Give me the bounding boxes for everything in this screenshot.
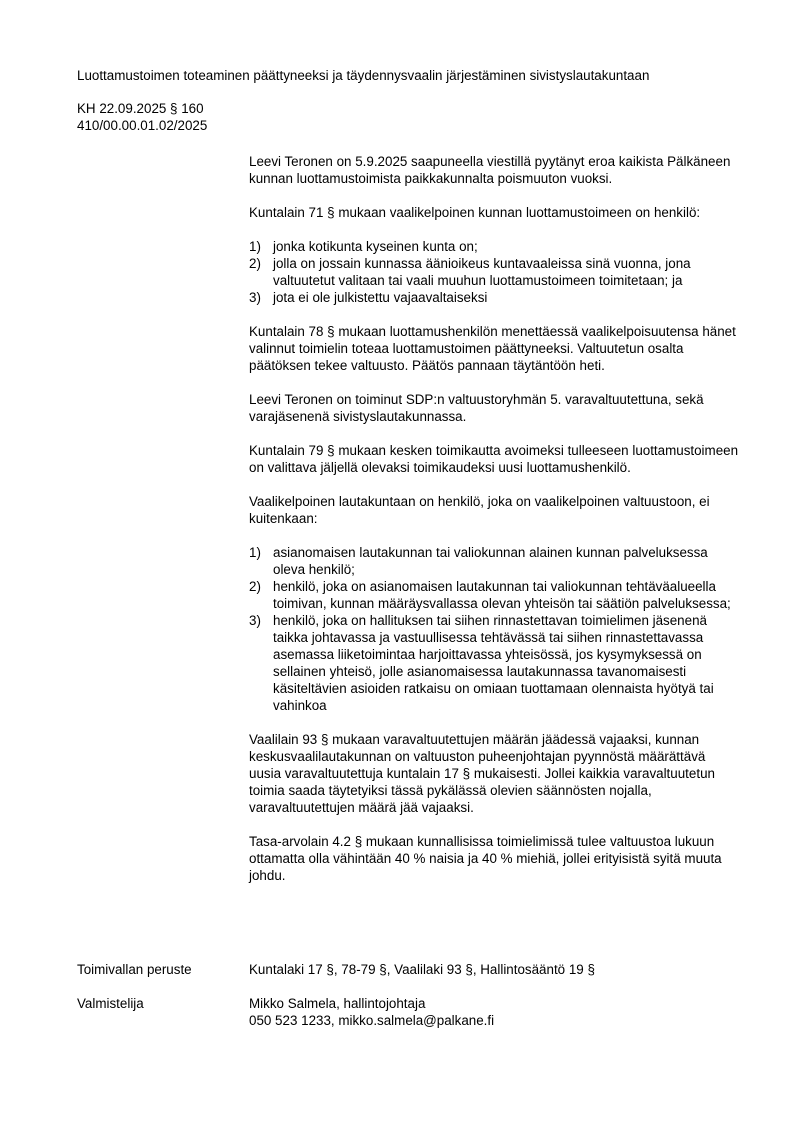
list-number: 2) [249,256,261,271]
preparer-contact: 050 523 1233, mikko.salmela@palkane.fi [249,1013,495,1028]
paragraph: Leevi Teronen on 5.9.2025 saapuneella viestillä pyytänyt eroa kaikista Pälkäneen kunnan luottamustoimista paikkakunnalta poismuuton vuoksi. [249,154,731,186]
list-text: asianomaisen lautakunnan tai valiokunnan alainen kunnan palveluksessa oleva henkilö; [273,545,708,577]
list-item [249,289,739,306]
list-text: henkilö, joka on asianomaisen lautakunnan tai valiokunnan tehtäväalueella toimivan, kunnan määräysvallassa olevan yhteisön tai säätiön palveluksessa; [273,579,731,611]
list-number: 3) [249,613,261,628]
paragraph: Vaalikelpoinen lautakuntaan on henkilö, joka on vaalikelpoinen valtuustoon, ei kuitenkaan: [249,494,710,526]
list-item [249,544,739,578]
list-number: 1) [249,239,261,254]
authority-value: Kuntalaki 17 §, 78-79 §, Vaalilaki 93 §, Hallintosääntö 19 § [249,962,595,977]
preparer-details [249,995,749,1029]
meeting-reference: KH 22.09.2025 § 160 [77,101,204,116]
document-title: Luottamustoimen toteaminen päättyneeksi ja täydennysvaalin järjestäminen sivistyslautakuntaan [77,68,650,83]
document-body [249,153,739,901]
list-text: jonka kotikunta kyseinen kunta on; [273,239,478,254]
list-number: 2) [249,579,261,594]
list-item [249,612,739,714]
preparer-name: Mikko Salmela, hallintojohtaja [249,996,426,1011]
list-number: 1) [249,545,261,560]
case-number: 410/00.00.01.02/2025 [77,118,208,133]
paragraph: Tasa-arvolain 4.2 § mukaan kunnallisissa toimielimissä tulee valtuustoa lukuun ottamatta olla vähintään 40 % naisia ja 40 % miehiä, jollei erityisistä syitä muuta johdu. [249,834,722,883]
paragraph: Kuntalain 79 § mukaan kesken toimikautta avoimeksi tulleeseen luottamustoimeen on valittava jäljellä olevaksi toimikaudeksi uusi luottamushenkilö. [249,443,739,475]
eligibility-list [249,238,739,306]
exclusion-list [249,544,739,714]
list-item [249,238,739,255]
reference-block [77,100,207,134]
list-text: henkilö, joka on hallituksen tai siihen rinnastettavan toimielimen jäsenenä taikka johtavassa ja vastuullisessa tehtävässä tai siihen rinnastettavassa asemassa liiketoimintaa harjoittavassa yhteisössä, jos kysymyksessä on sellainen yhteisö, jolle asianomaisessa lautakunnassa tavanomaisesti käsiteltävien asioiden ratkaisu on omiaan tuottamaan olennaista hyötyä tai vahinkoa [273,613,714,713]
paragraph: Kuntalain 78 § mukaan luottamushenkilön menettäessä vaalikelpoisuutensa hänet valinnut toimielin toteaa luottamustoimen päättyneeksi. Valtuutetun osalta päätöksen tekee valtuusto. Päätös pannaan täytäntöön heti. [249,324,736,373]
paragraph: Kuntalain 71 § mukaan vaalikelpoinen kunnan luottamustoimeen on henkilö: [249,205,701,220]
authority-label: Toimivallan peruste [77,962,192,977]
list-item [249,578,739,612]
preparer-label: Valmistelija [77,996,144,1011]
paragraph: Vaalilain 93 § mukaan varavaltuutettujen määrän jäädessä vajaaksi, kunnan keskusvaalilautakunnan on valtuuston puheenjohtajan pyynnöstä määrättävä uusia varavaltuutettuja kuntalain 17 § mukaisesti. Jollei kaikkia varavaltuutetun toimia saada täytetyiksi tässä pykälässä olevien säännösten nojalla, varavaltuutettujen määrä jää vajaaksi. [249,732,715,815]
list-text: jolla on jossain kunnassa äänioikeus kuntavaaleissa sinä vuonna, jona valtuutetut valitaan tai vaali muuhun luottamustoimeen toimitetaan; ja [273,256,691,288]
list-text: jota ei ole julkistettu vajaavaltaiseksi [273,290,488,305]
list-item [249,255,739,289]
paragraph: Leevi Teronen on toiminut SDP:n valtuustoryhmän 5. varavaltuutettuna, sekä varajäsenenä sivistyslautakunnassa. [249,392,704,424]
list-number: 3) [249,290,261,305]
